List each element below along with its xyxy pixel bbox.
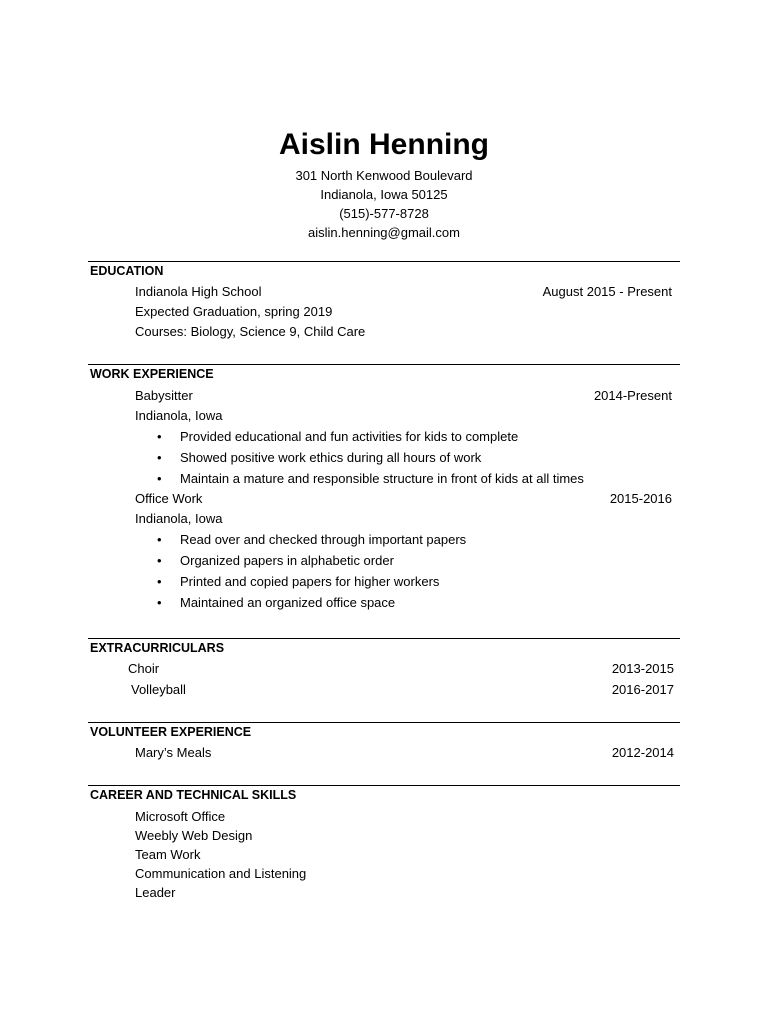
job-row [88, 489, 680, 509]
courses-row [88, 322, 680, 342]
extracurriculars-heading: EXTRACURRICULARS [90, 641, 225, 655]
bullet-text: Read over and checked through important papers [180, 532, 467, 547]
volunteer-name: Mary’s Meals [135, 745, 212, 760]
address-line: 301 North Kenwood Boulevard [295, 168, 473, 183]
bullet-text: Maintained an organized office space [180, 595, 396, 610]
bullet-icon: • [157, 553, 162, 568]
volunteer-heading: VOLUNTEER EXPERIENCE [90, 725, 252, 739]
extracurricular-row [88, 658, 680, 679]
resume-header [0, 124, 768, 242]
graduation-text: Expected Graduation, spring 2019 [135, 304, 333, 319]
bullet-icon: • [157, 532, 162, 547]
bullet-icon: • [157, 450, 162, 465]
job-row [88, 386, 680, 406]
job-dates: 2015-2016 [609, 491, 672, 506]
list-item [88, 550, 680, 571]
extracurriculars-section [88, 638, 680, 700]
list-item [88, 447, 680, 468]
list-item [88, 571, 680, 592]
activity-dates: 2016-2017 [611, 682, 674, 697]
activity-name: Volleyball [131, 682, 186, 697]
volunteer-section [88, 722, 680, 763]
list-item [88, 883, 680, 902]
activity-name: Choir [128, 661, 160, 676]
list-item [88, 529, 680, 550]
skill-text: Communication and Listening [135, 866, 307, 881]
graduation-row [88, 302, 680, 322]
school-dates: August 2015 - Present [542, 284, 672, 299]
job-location: Indianola, Iowa [135, 511, 223, 526]
list-item [88, 807, 680, 826]
list-item [88, 826, 680, 845]
job-role: Babysitter [135, 388, 193, 403]
bullet-text: Showed positive work ethics during all hours of work [180, 450, 482, 465]
skills-heading: CAREER AND TECHNICAL SKILLS [90, 788, 297, 802]
job-location: Indianola, Iowa [135, 408, 223, 423]
bullet-icon: • [157, 429, 162, 444]
extracurricular-row [88, 679, 680, 700]
skills-section [88, 785, 680, 902]
work-heading: WORK EXPERIENCE [90, 367, 214, 381]
list-item [88, 845, 680, 864]
city-line: Indianola, Iowa 50125 [320, 187, 448, 202]
bullet-text: Provided educational and fun activities for kids to complete [180, 429, 519, 444]
volunteer-row [88, 742, 680, 763]
work-section [88, 364, 680, 613]
skill-text: Weebly Web Design [135, 828, 253, 843]
skill-text: Microsoft Office [135, 809, 226, 824]
volunteer-dates: 2012-2014 [611, 745, 674, 760]
bullet-text: Organized papers in alphabetic order [180, 553, 394, 568]
skill-text: Leader [135, 885, 176, 900]
bullet-icon: • [157, 595, 162, 610]
courses-text: Courses: Biology, Science 9, Child Care [135, 324, 366, 339]
skill-text: Team Work [135, 847, 201, 862]
bullet-text: Printed and copied papers for higher workers [180, 574, 440, 589]
phone-line: (515)-577-8728 [339, 206, 429, 221]
bullet-text: Maintain a mature and responsible structure in front of kids at all times [180, 471, 584, 486]
job-dates: 2014-Present [593, 388, 672, 403]
list-item [88, 592, 680, 613]
school-name: Indianola High School [135, 284, 262, 299]
bullet-icon: • [157, 471, 162, 486]
activity-dates: 2013-2015 [611, 661, 674, 676]
education-heading: EDUCATION [90, 264, 164, 278]
job-location-row [88, 509, 680, 529]
list-item [88, 864, 680, 883]
job-location-row [88, 406, 680, 426]
list-item [88, 468, 680, 489]
email-line: aislin.henning@gmail.com [308, 225, 460, 240]
education-school-row [88, 281, 680, 302]
bullet-icon: • [157, 574, 162, 589]
list-item [88, 426, 680, 447]
applicant-name: Aislin Henning [279, 128, 489, 161]
job-role: Office Work [135, 491, 203, 506]
education-section [88, 261, 680, 342]
